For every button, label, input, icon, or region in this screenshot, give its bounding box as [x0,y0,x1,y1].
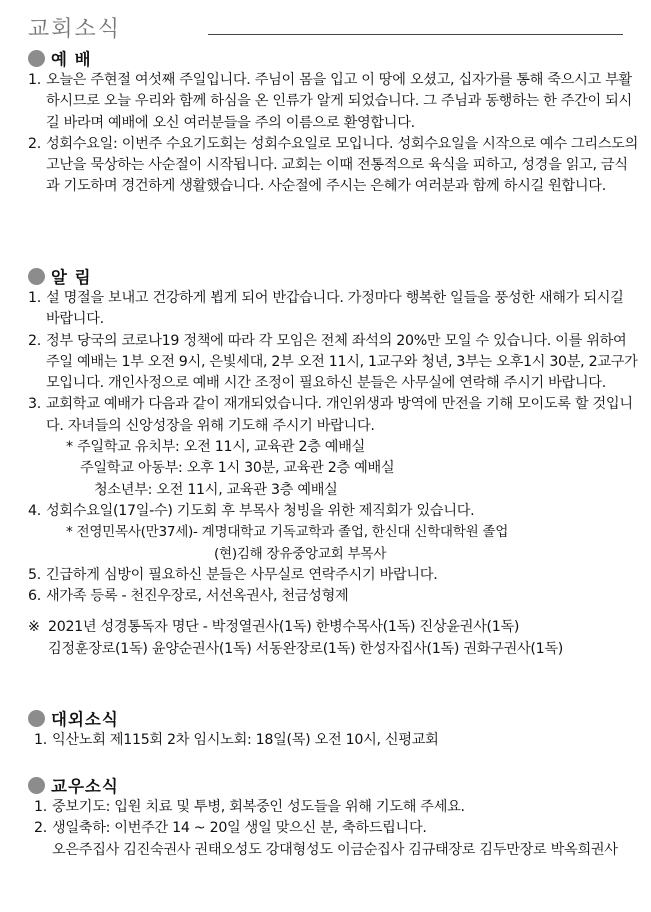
circle-bullet-icon [28,50,45,67]
worship-section [28,46,638,198]
item-number: 3. [28,396,41,413]
section-title: 알 림 [51,268,92,287]
item-number: 2. [28,135,41,152]
section-title: 대외소식 [51,710,119,729]
external-news-list [28,730,638,751]
pastor-info-line: * 전영민목사(만37세)- 계명대학교 기독교학과 졸업, 한신대 신학대학원 졸업 [66,524,509,541]
item-number: 4. [28,502,41,519]
section-header [28,264,638,288]
item-text: 새가족 등록 - 천진우장로, 서선옥권사, 천금성형제 [46,588,349,605]
birthday-names: 오은주집사 김진숙권사 권태오성도 강대형성도 이금순집사 김규태장로 김두만장로 박옥희권사 [52,841,618,858]
item-text: 교회학교 예배가 다음과 같이 재개되었습니다. 개인위생과 방역에 만전을 기해 모이도록 할 것입니다. 자녀들의 신앙성장을 위해 기도해 주시기 바랍니다. [46,396,633,434]
reference-mark-icon: ※ [28,619,40,636]
item-number: 1. [34,732,47,748]
page-title: 교회소식 [28,17,122,42]
item-text: 오늘은 주현절 여섯째 주일입니다. 주님이 몸을 입고 이 땅에 오셨고, 십자가를 통해 죽으시고 부활하시므로 오늘 우리와 함께 하심을 온 인류가 알게 되었습니다. 그 주님과 동행하는 한 주간이 되시길 바라며 예배에 오신 여러분들을 주의 이름으로 환영합니다. [46,72,632,131]
item-text: 정부 당국의 코로나19 정책에 따라 각 모임은 전체 좌석의 20%만 모일 수 있습니다. 이를 위하여 주일 예배는 1부 오전 9시, 은빛세대, 2부 오전 11시, 1교구와 청년, 3부는 오후1시 30분, 2교구가 모입니다. 개인사정으로 예배 시간 조정이 필요하신 분들은 사무실에 연락해 주시기 바랍니다. [46,332,638,392]
list-item [28,586,638,607]
circle-bullet-icon [28,710,45,727]
bible-reading-line: 김정훈장로(1독) 윤양순권사(1독) 서동완장로(1독) 한성자집사(1독) 권화구권사(1독) [48,640,563,657]
list-item [28,288,638,331]
list-item [28,331,638,395]
member-news-list [28,797,638,861]
item-text: 설 명절을 보내고 건강하게 뵙게 되어 반갑습니다. 가정마다 행복한 일들을 풍성한 새해가 되시길 바랍니다. [46,290,624,328]
notices-section [28,264,638,660]
school-schedule-line: * 주일학교 유치부: 오전 11시, 교육관 2층 예배실 [66,439,366,456]
header [28,12,628,42]
circle-bullet-icon [28,777,45,794]
list-item [28,134,638,198]
item-text: 중보기도: 입원 치료 및 투병, 회복중인 성도들을 위해 기도해 주세요. [52,799,465,815]
section-title: 예 배 [51,50,92,69]
item-number: 2. [28,332,41,349]
item-text: 성회수요일(17일-수) 기도회 후 부목사 청빙을 위한 제직회가 있습니다. [46,502,475,519]
member-news-section [28,773,638,861]
list-item [28,70,638,134]
list-item [34,797,638,818]
item-text: 긴급하게 심방이 필요하신 분들은 사무실로 연락주시기 바랍니다. [46,566,438,583]
list-item [28,565,638,586]
section-header [28,773,638,797]
section-header [28,46,638,70]
list-item [28,501,638,565]
item-text: 성회수요일: 이번주 수요기도회는 성회수요일로 모입니다. 성회수요일을 시작으로 예수 그리스도의 고난을 묵상하는 사순절이 시작됩니다. 교회는 이때 전통적으로 육식을 피하고, 성경을 읽고, 금식과 기도하며 경건하게 생활했습니다. 사순절에 주시는 은혜가 여러분과 함께 하시길 원합니다. [46,135,638,195]
school-schedule-line: 청소년부: 오전 11시, 교육관 3층 예배실 [94,481,338,498]
worship-list [28,70,638,198]
item-number: 2. [34,820,47,837]
pastor-info-line: (현)김해 장유중앙교회 부목사 [214,545,387,562]
item-text: 생일축하: 이번주간 14 ~ 20일 생일 맞으신 분, 축하드립니다. [52,820,427,837]
list-item [34,818,638,861]
list-item [28,394,638,500]
school-schedule-line: 주일학교 아동부: 오후 1시 30분, 교육관 2층 예배실 [80,460,395,477]
item-text: 익산노회 제115회 2차 임시노회: 18일(목) 오전 10시, 신평교회 [52,732,439,748]
item-number: 6. [28,588,41,605]
item-number: 1. [28,290,41,306]
notices-list [28,288,638,607]
bible-reading-line: 2021년 성경통독자 명단 - 박정열권사(1독) 한병수목사(1독) 진상윤권사(1독) [48,619,520,636]
list-item [34,730,638,751]
item-number: 1. [34,799,47,815]
circle-bullet-icon [28,268,45,285]
title-divider [208,34,623,35]
item-number: 5. [28,566,41,583]
external-news-section [28,706,638,751]
item-number: 1. [28,72,41,88]
section-header [28,706,638,730]
section-title: 교우소식 [51,777,119,796]
bible-reading-note [28,617,638,660]
